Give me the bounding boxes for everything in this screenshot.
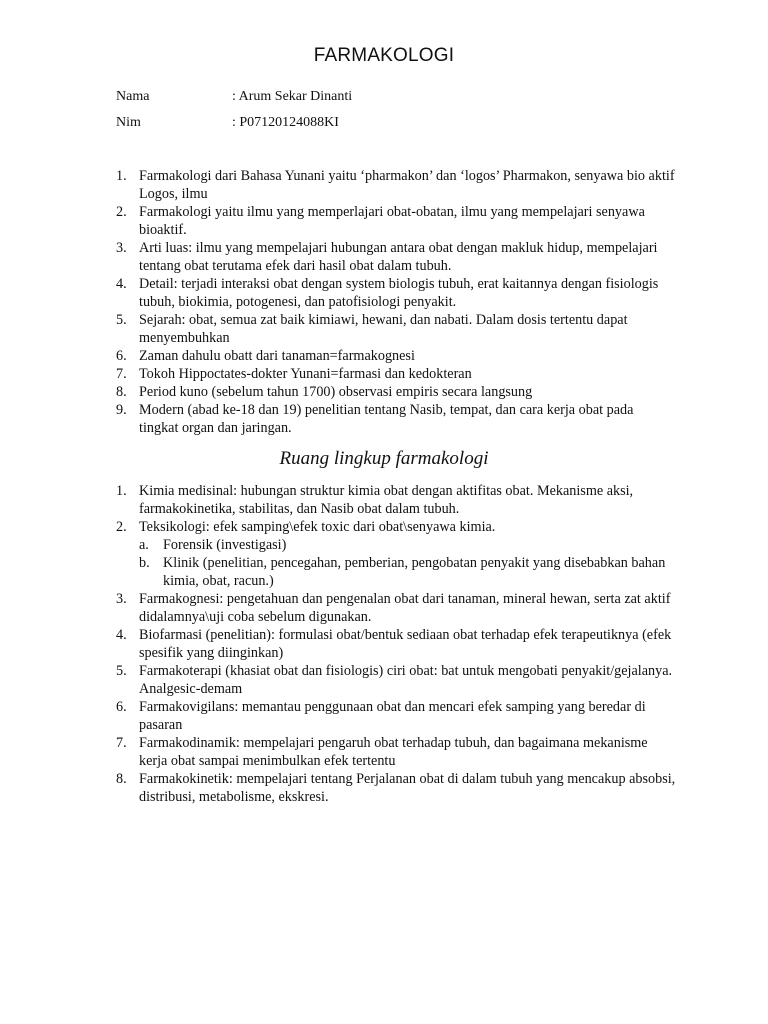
list-item: 4. Detail: terjadi interaksi obat dengan system biologis tubuh, erat kaitannya dengan fisiologis tubuh, biokimia, potogenesi, dan patofisiologi penyakit. (116, 276, 659, 310)
section-heading: Ruang lingkup farmakologi (279, 448, 489, 469)
document-title: FARMAKOLOGI (313, 45, 455, 66)
sub-list (139, 536, 676, 590)
list-item: 7. Tokoh Hippoctates-dokter Yunani=farmasi dan kedokteran (116, 366, 472, 382)
nama-value: : Arum Sekar Dinanti (232, 89, 353, 104)
list-item: 5. Farmakoterapi (khasiat obat dan fisiologis) ciri obat: bat untuk mengobati penyakit/gejalanya. Analgesic-demam (116, 663, 673, 697)
list-item: 1. Kimia medisinal: hubungan struktur kimia obat dengan aktifitas obat. Mekanisme aksi, farmakokinetika, stabilitas, dan Nasib obat dalam tubuh. (116, 483, 634, 517)
list-item: 3. Farmakognesi: pengetahuan dan pengenalan obat dari tanaman, mineral hewan, serta zat aktif didalamnya\uji coba sebelum digunakan. (116, 591, 671, 625)
list-item: 8. Period kuno (sebelum tahun 1700) observasi empiris secara langsung (116, 384, 533, 400)
list-item: 2. Teksikologi: efek samping\efek toxic dari obat\senyawa kimia. a. Forensik (investigasi) b. Klinik (penelitian, pencegahan, pemberian, pengobatan penyakit yang disebabkan bahan kimia, obat, racun.) (116, 518, 676, 590)
list-item: 6. Zaman dahulu obatt dari tanaman=farmakognesi (116, 348, 415, 364)
nim-label: Nim (116, 115, 141, 130)
sub-list-item: a. Forensik (investigasi) (139, 537, 287, 553)
list-item-text: Teksikologi: efek samping\efek toxic dari obat\senyawa kimia. (139, 519, 496, 535)
list-item: 4. Biofarmasi (penelitian): formulasi obat/bentuk sediaan obat terhadap efek terapeutiknya (efek spesifik yang diinginkan) (116, 627, 672, 661)
nim-row (116, 114, 339, 132)
sub-list-item: b. Klinik (penelitian, pencegahan, pemberian, pengobatan penyakit yang disebabkan bahan kimia, obat, racun.) (139, 555, 666, 589)
list-item: 7. Farmakodinamik: mempelajari pengaruh obat terhadap tubuh, dan bagaimana mekanisme kerja obat sampai menimbulkan efek tertentu (116, 735, 648, 769)
list-item: 6. Farmakovigilans: memantau penggunaan obat dan mencari efek samping yang beredar di pasaran (116, 699, 646, 733)
list-item-body (139, 518, 676, 590)
definition-list (116, 167, 676, 437)
nama-row (116, 88, 352, 106)
list-item: 8. Farmakokinetik: mempelajari tentang Perjalanan obat di dalam tubuh yang mencakup absobsi, distribusi, metabolisme, ekskresi. (116, 771, 676, 805)
list-item: 5. Sejarah: obat, semua zat baik kimiawi, hewani, dan nabati. Dalam dosis tertentu dapat menyembuhkan (116, 312, 628, 346)
nama-label: Nama (116, 89, 150, 104)
scope-list (116, 482, 676, 806)
list-item: 1. Farmakologi dari Bahasa Yunani yaitu ‘pharmakon’ dan ‘logos’ Pharmakon, senyawa bio aktif Logos, ilmu (116, 168, 675, 202)
list-item: 2. Farmakologi yaitu ilmu yang memperlajari obat-obatan, ilmu yang mempelajari senyawa bioaktif. (116, 204, 645, 238)
list-item: 3. Arti luas: ilmu yang mempelajari hubungan antara obat dengan makluk hidup, mempelajari tentang obat terutama efek dari hasil obat dalam tubuh. (116, 240, 658, 274)
nim-value: : P07120124088KI (232, 115, 339, 130)
list-item: 9. Modern (abad ke-18 dan 19) penelitian tentang Nasib, tempat, dan cara kerja obat pada tingkat organ dan jaringan. (116, 402, 634, 436)
